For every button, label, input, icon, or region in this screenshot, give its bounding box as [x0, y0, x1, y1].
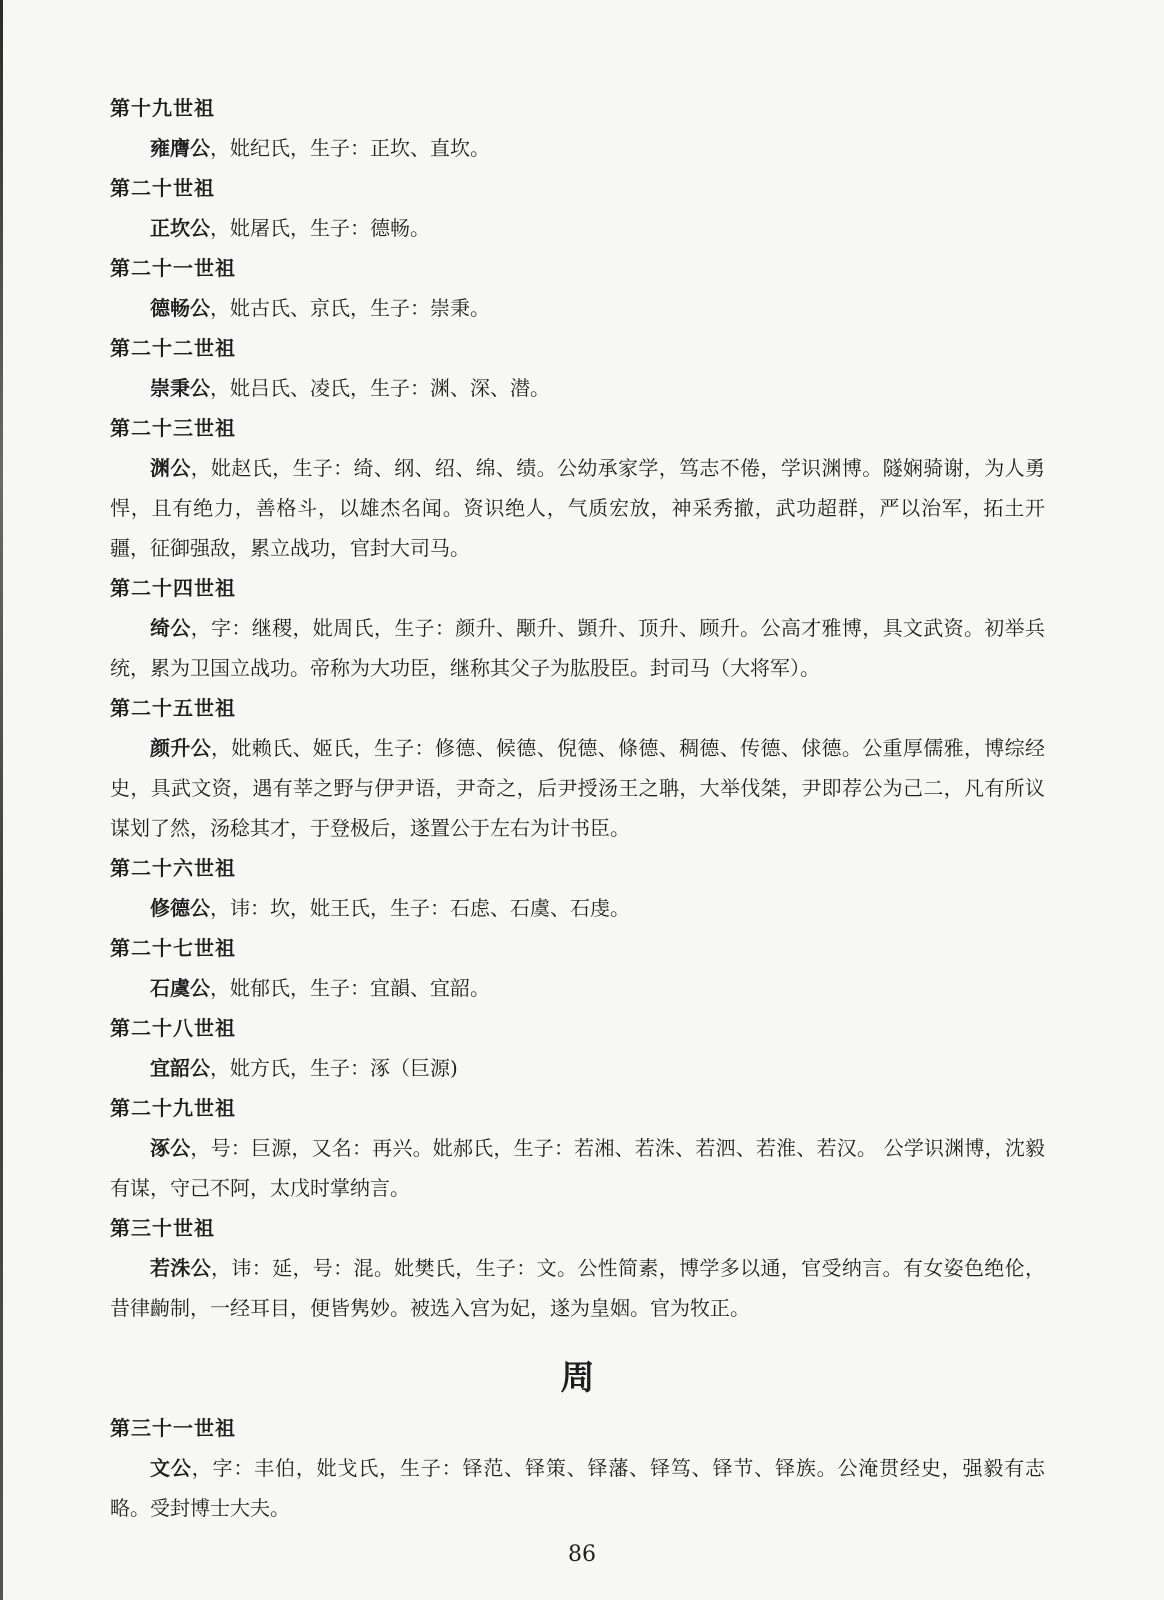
- ancestor-entry: [110, 888, 1045, 928]
- generation-23: [110, 408, 1045, 568]
- generation-title: 第三十世祖: [110, 1216, 215, 1240]
- generation-title: 第二十世祖: [110, 176, 215, 200]
- generation-title: 第二十六世祖: [110, 856, 236, 880]
- ancestor-entry: [110, 968, 1045, 1008]
- ancestor-name: 石虞公: [150, 976, 210, 1000]
- ancestor-text: ，妣赖氏、姬氏，生子：修德、候德、倪德、條德、稠德、传德、俅德。公重厚儒雅，博综经史，具武文资，遇有莘之野与伊尹语，尹奇之，后尹授汤王之聃，大举伐桀，尹即荐公为己二，凡有所议谋划了然，汤稔其才，于登极后，遂置公于左右为计书臣。: [110, 736, 1045, 840]
- generation-title: 第二十八世祖: [110, 1016, 236, 1040]
- generation-title: 第二十二世祖: [110, 336, 236, 360]
- ancestor-name: 文公: [150, 1456, 192, 1480]
- ancestor-text: ，字：继稷，妣周氏，生子：颜升、颙升、顗升、顶升、顾升。公高才雅博，具文武资。初举兵统，累为卫国立战功。帝称为大功臣，继称其父子为肱股臣。封司马（大将军）。: [110, 616, 1046, 680]
- ancestor-name: 崇秉公: [150, 376, 210, 400]
- generation-22: [110, 328, 1045, 408]
- ancestor-entry: [110, 288, 1045, 328]
- ancestor-entry: [110, 728, 1045, 848]
- generation-title: 第二十一世祖: [110, 256, 236, 280]
- ancestor-name: 绮公: [150, 616, 191, 640]
- ancestor-entry: [110, 1448, 1045, 1528]
- ancestor-entry: [110, 608, 1045, 688]
- ancestor-text: ，妣古氏、京氏，生子：崇秉。: [210, 296, 490, 320]
- generation-19: [110, 88, 1045, 168]
- ancestor-name: 涿公: [150, 1136, 191, 1160]
- ancestor-name: 德畅公: [150, 296, 210, 320]
- generation-title: 第二十五世祖: [110, 696, 236, 720]
- ancestor-text: ，妣屠氏，生子：德畅。: [210, 216, 430, 240]
- ancestor-name: 颜升公: [150, 736, 212, 760]
- ancestor-entry: [110, 1248, 1045, 1328]
- ancestor-name: 修德公: [150, 896, 210, 920]
- ancestor-text: ，妣吕氏、凌氏，生子：渊、深、潜。: [210, 376, 550, 400]
- generation-24: [110, 568, 1045, 688]
- ancestor-text: ，讳：延，号：混。妣樊氏，生子：文。公性简素，博学多以通，官受纳言。有女姿色绝伦，昔律齣制，一经耳目，便皆隽妙。被选入宫为妃，遂为皇姻。官为牧正。: [110, 1256, 1045, 1320]
- ancestor-text: ，讳：坎，妣王氏，生子：石虑、石虞、石虔。: [210, 896, 630, 920]
- scan-edge: [0, 0, 3, 1600]
- generation-title: 第三十一世祖: [110, 1416, 236, 1440]
- generation-27: [110, 928, 1045, 1008]
- ancestor-name: 雍膺公: [150, 136, 210, 160]
- ancestor-name: 渊公: [150, 456, 191, 480]
- generation-29: [110, 1088, 1045, 1208]
- ancestor-name: 宜韶公: [150, 1056, 210, 1080]
- genealogy-content: [110, 88, 1045, 1528]
- generation-title: 第二十四世祖: [110, 576, 236, 600]
- ancestor-name: 正坎公: [150, 216, 210, 240]
- ancestor-text: ，字：丰伯，妣戈氏，生子：铎范、铎策、铎藩、铎笃、铎节、铎族。公淹贯经史，强毅有志略。受封博士大夫。: [110, 1456, 1046, 1520]
- ancestor-entry: [110, 1048, 1045, 1088]
- generation-26: [110, 848, 1045, 928]
- ancestor-entry: [110, 128, 1045, 168]
- ancestor-entry: [110, 1128, 1045, 1208]
- generation-21: [110, 248, 1045, 328]
- generation-title: 第二十三世祖: [110, 416, 236, 440]
- generation-28: [110, 1008, 1045, 1088]
- dynasty-heading: 周: [560, 1358, 595, 1398]
- ancestor-name: 若洙公: [150, 1256, 212, 1280]
- generation-31: [110, 1408, 1045, 1528]
- ancestor-text: ，妣郁氏，生子：宜韻、宜韶。: [210, 976, 490, 1000]
- ancestor-text: ，妣赵氏，生子：绮、纲、绍、绵、绩。公幼承家学，笃志不倦，学识渊博。隧娴骑谢，为人勇悍，且有绝力，善格斗，以雄杰名闻。资识绝人，气质宏放，神采秀撤，武功超群，严以治军，拓土开疆，征御强敌，累立战功，官封大司马。: [110, 456, 1046, 560]
- page-number: 86: [568, 1542, 596, 1567]
- ancestor-text: ，妣方氏，生子：涿（巨源): [210, 1056, 458, 1080]
- generation-title: 第二十七世祖: [110, 936, 236, 960]
- ancestor-entry: [110, 368, 1045, 408]
- generation-25: [110, 688, 1045, 848]
- generation-title: 第十九世祖: [110, 96, 215, 120]
- generation-30: [110, 1208, 1045, 1328]
- ancestor-text: ，妣纪氏，生子：正坎、直坎。: [210, 136, 490, 160]
- ancestor-text: ，号：巨源，又名：再兴。妣郝氏，生子：若湘、若洙、若泗、若淮、若汉。 公学识渊博，沈毅有谋，守己不阿，太戊时掌纳言。: [110, 1136, 1046, 1200]
- ancestor-entry: [110, 448, 1045, 568]
- ancestor-entry: [110, 208, 1045, 248]
- generation-20: [110, 168, 1045, 248]
- generation-title: 第二十九世祖: [110, 1096, 236, 1120]
